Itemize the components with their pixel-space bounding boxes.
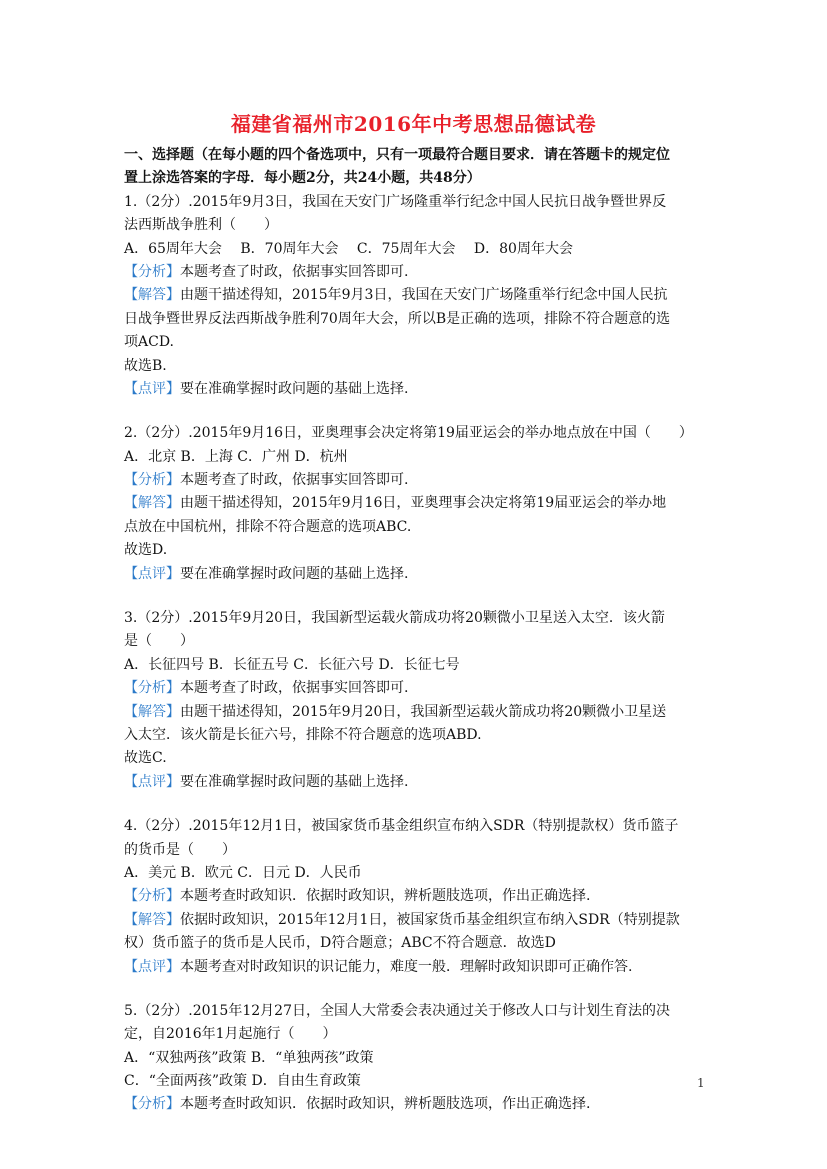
analysis-text: 本题考查了时政，依据事实回答即可. [180,680,409,697]
question-1 [124,191,704,402]
answer-line [124,492,704,515]
question-2 [124,422,704,586]
question-options: A．长征四号 B．长征五号 C．长征六号 D．长征七号 [124,656,460,673]
analysis-text: 本题考查了时政，依据事实回答即可. [180,472,409,489]
answer-choice: 故选D. [124,542,168,559]
comment-line [124,771,704,794]
answer-line [124,284,704,307]
question-stem: 1.（2分）.2015年9月3日，我国在天安门广场隆重举行纪念中国人民抗日战争暨世界反 [124,193,667,210]
analysis-line [124,261,704,284]
question-stem: 是（ ） [124,633,194,650]
analysis-line [124,469,704,492]
document-body [124,144,704,1117]
comment-text: 要在准确掌握时政问题的基础上选择. [180,773,409,790]
comment-tag: 【点评】 [124,380,180,397]
section-heading-line-2: 置上涂选答案的字母．每小题2分，共24小题，共48分） [124,170,481,187]
question-options: A．北京 B．上海 C．广州 D．杭州 [124,448,348,465]
question-options: A．“双独两孩”政策 B．“单独两孩”政策 [124,1049,374,1066]
answer-line [124,701,704,724]
page-number: 1 [697,1076,705,1090]
comment-tag: 【点评】 [124,565,180,582]
answer-text: 由题干描述得知，2015年9月20日，我国新型运载火箭成功将20颗微小卫星送 [180,703,667,720]
question-stem: 法西斯战争胜利（ ） [124,217,278,234]
comment-text: 本题考查对时政知识的识记能力，难度一般．理解时政知识即可正确作答. [180,958,633,975]
question-stem: 定，自2016年1月起施行（ ） [124,1026,337,1043]
analysis-tag: 【分析】 [124,1096,180,1113]
question-options: C．“全面两孩”政策 D．自由生育政策 [124,1073,361,1090]
analysis-line [124,1093,704,1116]
answer-tag: 【解答】 [124,703,180,720]
comment-line [124,378,704,401]
answer-text: 点放在中国杭州，排除不符合题意的选项ABC. [124,518,412,535]
analysis-tag: 【分析】 [124,680,180,697]
answer-tag: 【解答】 [124,287,180,304]
answer-line [124,909,704,932]
analysis-tag: 【分析】 [124,263,180,280]
question-4 [124,815,704,979]
question-5 [124,1000,704,1117]
analysis-line [124,677,704,700]
answer-text: 项ACD. [124,334,174,351]
answer-choice: 故选C. [124,750,167,767]
analysis-line [124,885,704,908]
document-title: 福建省福州市2016年中考思想品德试卷 [230,112,597,136]
answer-text: 依据时政知识，2015年12月1日，被国家货币基金组织宣布纳入SDR（特别提款 [180,911,680,928]
answer-text: 权）货币篮子的货币是人民币，D符合题意；ABC不符合题意．故选D [124,935,556,952]
section-heading-line-1: 一、选择题（在每小题的四个备选项中，只有一项最符合题目要求．请在答题卡的规定位 [124,147,670,163]
comment-line [124,956,704,979]
answer-text: 由题干描述得知，2015年9月3日，我国在天安门广场隆重举行纪念中国人民抗 [180,287,668,304]
question-stem: 5.（2分）.2015年12月27日，全国人大常委会表决通过关于修改人口与计划生育法的决 [124,1002,670,1019]
question-options: A．65周年大会 B．70周年大会 C．75周年大会 D．80周年大会 [124,240,573,257]
analysis-text: 本题考查时政知识．依据时政知识，辨析题肢选项，作出正确选择. [180,1096,591,1113]
answer-choice: 故选B. [124,357,167,374]
answer-text: 由题干描述得知，2015年9月16日，亚奥理事会决定将第19届亚运会的举办地 [180,495,667,512]
comment-text: 要在准确掌握时政问题的基础上选择. [180,565,409,582]
question-stem: 2.（2分）.2015年9月16日，亚奥理事会决定将第19届亚运会的举办地点放在中国（ ） [124,425,693,442]
answer-tag: 【解答】 [124,495,180,512]
question-3 [124,607,704,794]
answer-text: 入太空．该火箭是长征六号，排除不符合题意的选项ABD. [124,726,482,743]
analysis-tag: 【分析】 [124,472,180,489]
question-stem: 的货币是（ ） [124,841,236,858]
question-stem: 3.（2分）.2015年9月20日，我国新型运载火箭成功将20颗微小卫星送入太空．该火箭 [124,610,665,627]
answer-tag: 【解答】 [124,911,180,928]
comment-text: 要在准确掌握时政问题的基础上选择. [180,380,409,397]
comment-tag: 【点评】 [124,773,180,790]
analysis-text: 本题考查了时政，依据事实回答即可. [180,263,409,280]
analysis-tag: 【分析】 [124,888,180,905]
comment-tag: 【点评】 [124,958,180,975]
question-stem: 4.（2分）.2015年12月1日，被国家货币基金组织宣布纳入SDR（特别提款权）货币篮子 [124,818,679,835]
comment-line [124,563,704,586]
question-options: A．美元 B．欧元 C．日元 D．人民币 [124,864,362,881]
analysis-text: 本题考查时政知识．依据时政知识，辨析题肢选项，作出正确选择. [180,888,591,905]
answer-text: 日战争暨世界反法西斯战争胜利70周年大会，所以B是正确的选项，排除不符合题意的选 [124,310,671,327]
